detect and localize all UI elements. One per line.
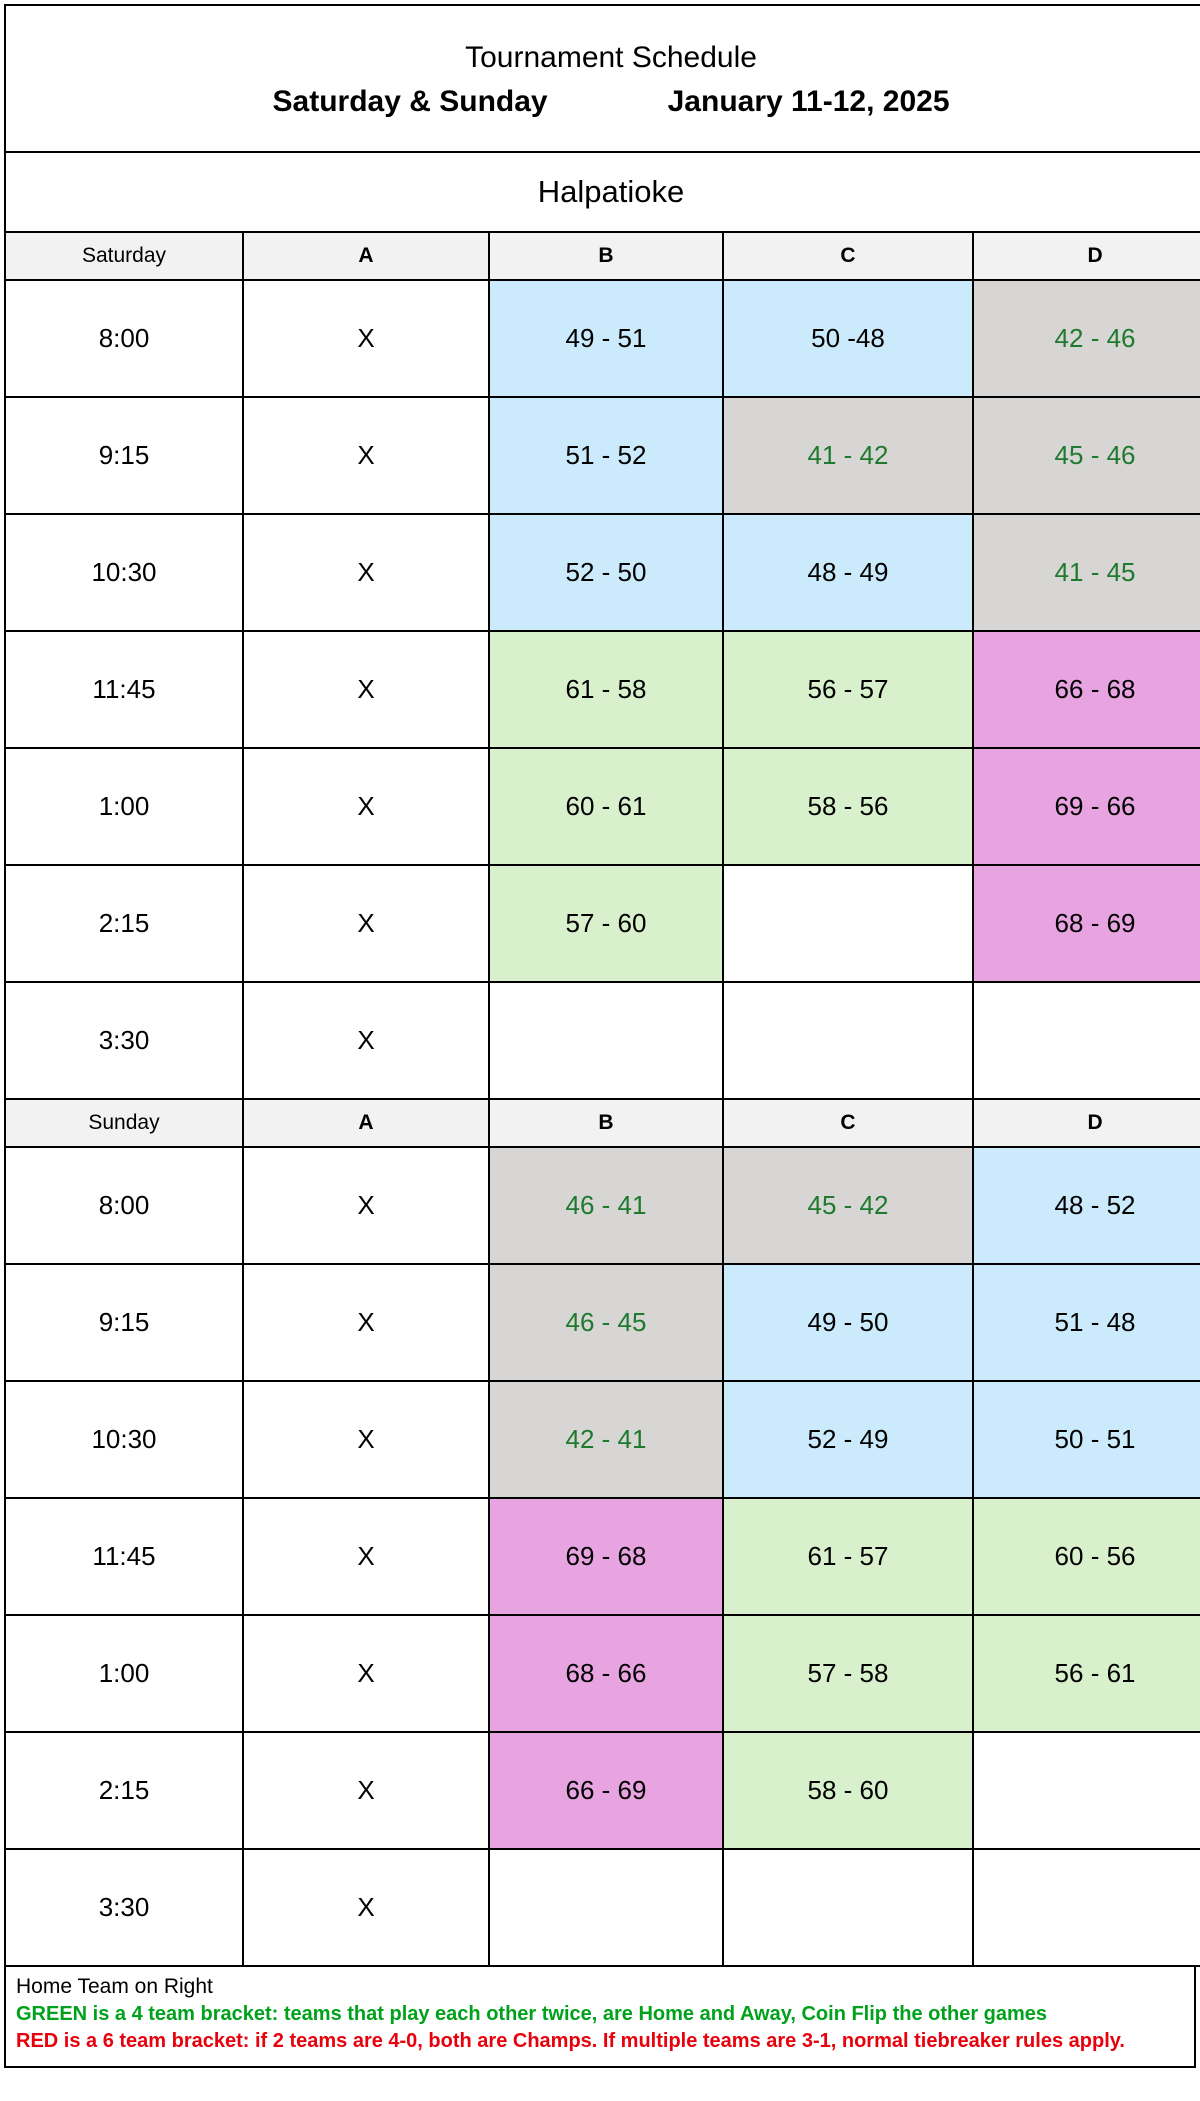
- time-slot: 2:15: [5, 1732, 243, 1849]
- game-cell-d: 56 - 61: [973, 1615, 1200, 1732]
- game-cell-d: [973, 1849, 1200, 1966]
- table-row: [5, 1498, 1200, 1615]
- column-header-c: C: [723, 232, 973, 280]
- game-cell-b: 46 - 41: [489, 1147, 723, 1264]
- game-cell-d: 66 - 68: [973, 631, 1200, 748]
- game-cell-d: 60 - 56: [973, 1498, 1200, 1615]
- game-cell-a: X: [243, 397, 489, 514]
- date-range: January 11-12, 2025: [667, 84, 950, 118]
- time-slot: 10:30: [5, 1381, 243, 1498]
- game-cell-d: 51 - 48: [973, 1264, 1200, 1381]
- game-cell-b: 42 - 41: [489, 1381, 723, 1498]
- game-cell-b: 52 - 50: [489, 514, 723, 631]
- game-cell-b: 46 - 45: [489, 1264, 723, 1381]
- column-header-b: B: [489, 232, 723, 280]
- game-cell-b: 69 - 68: [489, 1498, 723, 1615]
- game-cell-a: X: [243, 280, 489, 397]
- page-title: Tournament Schedule: [465, 41, 757, 75]
- footer-notes: [4, 1967, 1196, 2068]
- table-row: [5, 397, 1200, 514]
- tournament-schedule-table: [4, 4, 1200, 1967]
- time-slot: 9:15: [5, 397, 243, 514]
- green-bracket-note: GREEN is a 4 team bracket: teams that play each other twice, are Home and Away, Coin Flip the other games: [16, 2003, 1048, 2025]
- game-cell-a: X: [243, 1147, 489, 1264]
- column-header-a: A: [243, 1099, 489, 1147]
- table-row: [5, 1732, 1200, 1849]
- column-header-a: A: [243, 232, 489, 280]
- game-cell-a: X: [243, 1498, 489, 1615]
- game-cell-a: X: [243, 1849, 489, 1966]
- time-slot: 11:45: [5, 631, 243, 748]
- game-cell-d: [973, 982, 1200, 1099]
- game-cell-c: 45 - 42: [723, 1147, 973, 1264]
- game-cell-d: 48 - 52: [973, 1147, 1200, 1264]
- game-cell-c: 49 - 50: [723, 1264, 973, 1381]
- red-bracket-note: RED is a 6 team bracket: if 2 teams are 4-0, both are Champs. If multiple teams are 3-1, normal tiebreaker rules apply.: [16, 2030, 1125, 2052]
- game-cell-d: 41 - 45: [973, 514, 1200, 631]
- game-cell-d: 69 - 66: [973, 748, 1200, 865]
- game-cell-c: 50 -48: [723, 280, 973, 397]
- game-cell-b: 51 - 52: [489, 397, 723, 514]
- table-row: [5, 514, 1200, 631]
- table-row: [5, 748, 1200, 865]
- time-slot: 2:15: [5, 865, 243, 982]
- saturday-header-row: [5, 232, 1200, 280]
- game-cell-a: X: [243, 514, 489, 631]
- game-cell-c: 58 - 56: [723, 748, 973, 865]
- game-cell-c: 48 - 49: [723, 514, 973, 631]
- game-cell-b: 61 - 58: [489, 631, 723, 748]
- table-row: [5, 631, 1200, 748]
- game-cell-c: 58 - 60: [723, 1732, 973, 1849]
- game-cell-a: X: [243, 1732, 489, 1849]
- game-cell-d: 50 - 51: [973, 1381, 1200, 1498]
- table-row: [5, 1147, 1200, 1264]
- game-cell-c: 56 - 57: [723, 631, 973, 748]
- game-cell-b: 68 - 66: [489, 1615, 723, 1732]
- day-label-sunday: Sunday: [5, 1099, 243, 1147]
- game-cell-a: X: [243, 748, 489, 865]
- home-team-note: Home Team on Right: [16, 1975, 213, 1998]
- time-slot: 8:00: [5, 1147, 243, 1264]
- game-cell-b: [489, 982, 723, 1099]
- game-cell-c: 52 - 49: [723, 1381, 973, 1498]
- table-row: [5, 1849, 1200, 1966]
- game-cell-c: [723, 1849, 973, 1966]
- table-row: [5, 865, 1200, 982]
- column-header-b: B: [489, 1099, 723, 1147]
- sunday-header-row: [5, 1099, 1200, 1147]
- days-label: Saturday & Sunday: [272, 84, 548, 118]
- time-slot: 9:15: [5, 1264, 243, 1381]
- column-header-d: D: [973, 232, 1200, 280]
- game-cell-b: 57 - 60: [489, 865, 723, 982]
- title-cell: [5, 5, 1200, 152]
- game-cell-d: 45 - 46: [973, 397, 1200, 514]
- title-row: [5, 5, 1200, 152]
- game-cell-d: 42 - 46: [973, 280, 1200, 397]
- game-cell-b: 66 - 69: [489, 1732, 723, 1849]
- game-cell-c: [723, 982, 973, 1099]
- time-slot: 8:00: [5, 280, 243, 397]
- venue-row: [5, 152, 1200, 232]
- game-cell-b: [489, 1849, 723, 1966]
- game-cell-b: 49 - 51: [489, 280, 723, 397]
- time-slot: 11:45: [5, 1498, 243, 1615]
- game-cell-c: 41 - 42: [723, 397, 973, 514]
- time-slot: 3:30: [5, 1849, 243, 1966]
- game-cell-a: X: [243, 1381, 489, 1498]
- game-cell-c: 57 - 58: [723, 1615, 973, 1732]
- game-cell-b: 60 - 61: [489, 748, 723, 865]
- table-row: [5, 280, 1200, 397]
- table-row: [5, 982, 1200, 1099]
- time-slot: 3:30: [5, 982, 243, 1099]
- table-row: [5, 1615, 1200, 1732]
- game-cell-d: 68 - 69: [973, 865, 1200, 982]
- time-slot: 1:00: [5, 748, 243, 865]
- column-header-c: C: [723, 1099, 973, 1147]
- game-cell-a: X: [243, 1264, 489, 1381]
- time-slot: 1:00: [5, 1615, 243, 1732]
- venue-name: Halpatioke: [5, 152, 1200, 232]
- time-slot: 10:30: [5, 514, 243, 631]
- game-cell-d: [973, 1732, 1200, 1849]
- game-cell-c: [723, 865, 973, 982]
- game-cell-a: X: [243, 982, 489, 1099]
- game-cell-c: 61 - 57: [723, 1498, 973, 1615]
- column-header-d: D: [973, 1099, 1200, 1147]
- table-row: [5, 1264, 1200, 1381]
- table-row: [5, 1381, 1200, 1498]
- game-cell-a: X: [243, 631, 489, 748]
- game-cell-a: X: [243, 1615, 489, 1732]
- day-label-saturday: Saturday: [5, 232, 243, 280]
- game-cell-a: X: [243, 865, 489, 982]
